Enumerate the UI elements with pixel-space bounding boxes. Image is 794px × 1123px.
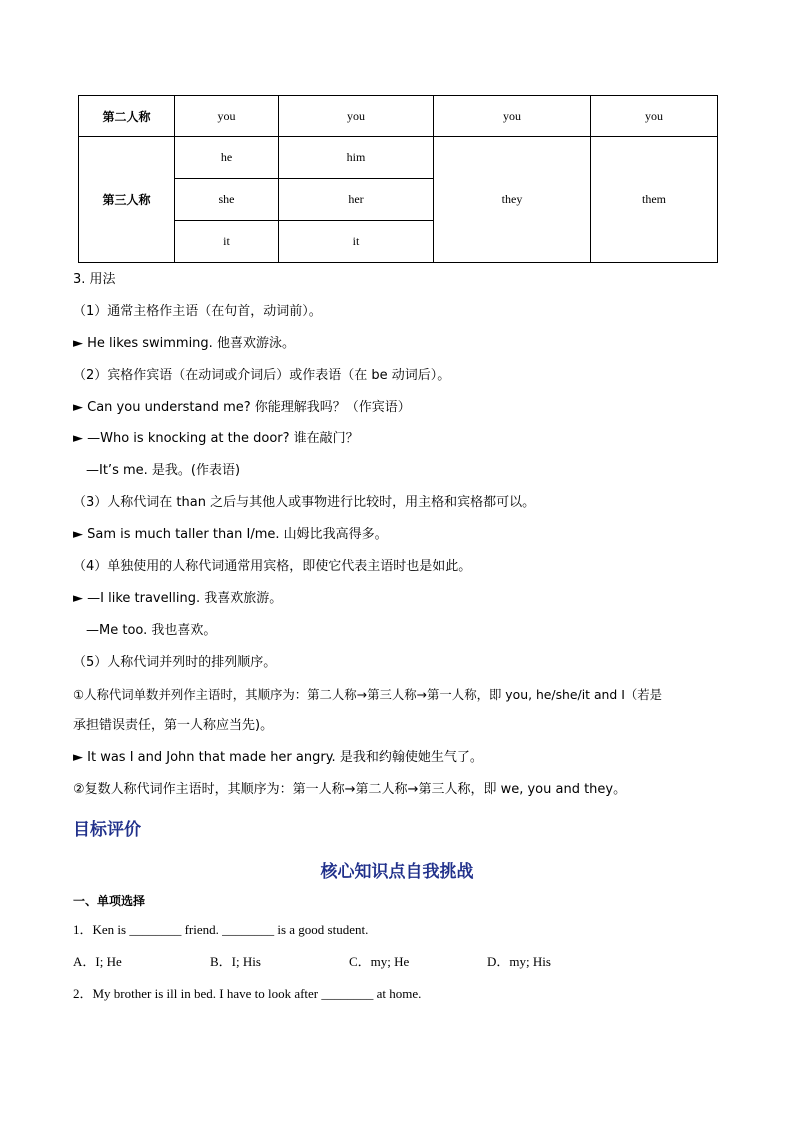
table-row-second-person <box>79 96 718 137</box>
cell-it-subject: it <box>175 221 279 263</box>
cell-she: she <box>175 179 279 221</box>
usage-line-4: （4）单独使用的人称代词通常用宾格，即使它代表主语时也是如此。 <box>73 559 472 574</box>
example-line-2: ► Can you understand me? 你能理解我吗？（作宾语） <box>73 400 411 415</box>
usage-line-1: （1）通常主格作主语（在句首，动词前）。 <box>73 304 322 319</box>
rule-line-1: ①人称代词单数并列作主语时，其顺序为：第二人称→第三人称→第一人称，即 you, he/she/it and I（若是 <box>73 687 663 702</box>
cell-subject-singular: you <box>175 96 279 137</box>
usage-line-5: （5）人称代词并列时的排列顺序。 <box>73 655 277 670</box>
pronoun-table <box>78 95 718 263</box>
rule-line-1-cont: 承担错误责任，第一人称应当先)。 <box>73 718 274 733</box>
usage-line-2: （2）宾格作宾语（在动词或介词后）或作表语（在 be 动词后）。 <box>73 368 451 383</box>
cell-they: they <box>434 137 591 263</box>
cell-he: he <box>175 137 279 179</box>
example-line-5: ► Sam is much taller than I/me. 山姆比我高得多。 <box>73 527 388 542</box>
rule-line-2: ②复数人称代词作主语时，其顺序为：第一人称→第二人称→第三人称，即 we, you and they。 <box>73 782 627 797</box>
question-1-option-b: B．I; His <box>210 954 261 969</box>
example-line-1: ► He likes swimming. 他喜欢游泳。 <box>73 336 295 351</box>
row-label-third-person: 第三人称 <box>79 137 175 263</box>
usage-line-3: （3）人称代词在 than 之后与其他人或事物进行比较时，用主格和宾格都可以。 <box>73 495 536 510</box>
question-1-option-d: D．my; His <box>487 954 551 969</box>
table-row-third-person <box>79 137 718 179</box>
cell-object-singular: you <box>279 96 434 137</box>
section-title: 目标评价 <box>73 820 141 840</box>
cell-them: them <box>591 137 718 263</box>
question-1-option-c: C．my; He <box>349 954 410 969</box>
challenge-title: 核心知识点自我挑战 <box>320 862 474 882</box>
cell-subject-plural: you <box>434 96 591 137</box>
example-line-4: —It’s me. 是我。(作表语) <box>86 463 241 478</box>
cell-her: her <box>279 179 434 221</box>
question-1: 1．Ken is ________ friend. ________ is a good student. <box>73 922 369 937</box>
example-line-6: ► —I like travelling. 我喜欢旅游。 <box>73 591 283 606</box>
example-line-3: ► —Who is knocking at the door? 谁在敲门？ <box>73 431 359 446</box>
row-label-second-person: 第二人称 <box>79 96 175 137</box>
question-1-option-a: A．I; He <box>73 954 122 969</box>
part-title: 一、单项选择 <box>73 894 146 908</box>
question-2: 2．My brother is ill in bed. I have to look after ________ at home. <box>73 986 422 1001</box>
example-line-7: —Me too. 我也喜欢。 <box>86 623 217 638</box>
cell-him: him <box>279 137 434 179</box>
example-line-8: ► It was I and John that made her angry. 是我和约翰使她生气了。 <box>73 750 483 765</box>
cell-object-plural: you <box>591 96 718 137</box>
cell-it-object: it <box>279 221 434 263</box>
usage-heading: 3. 用法 <box>73 272 116 287</box>
